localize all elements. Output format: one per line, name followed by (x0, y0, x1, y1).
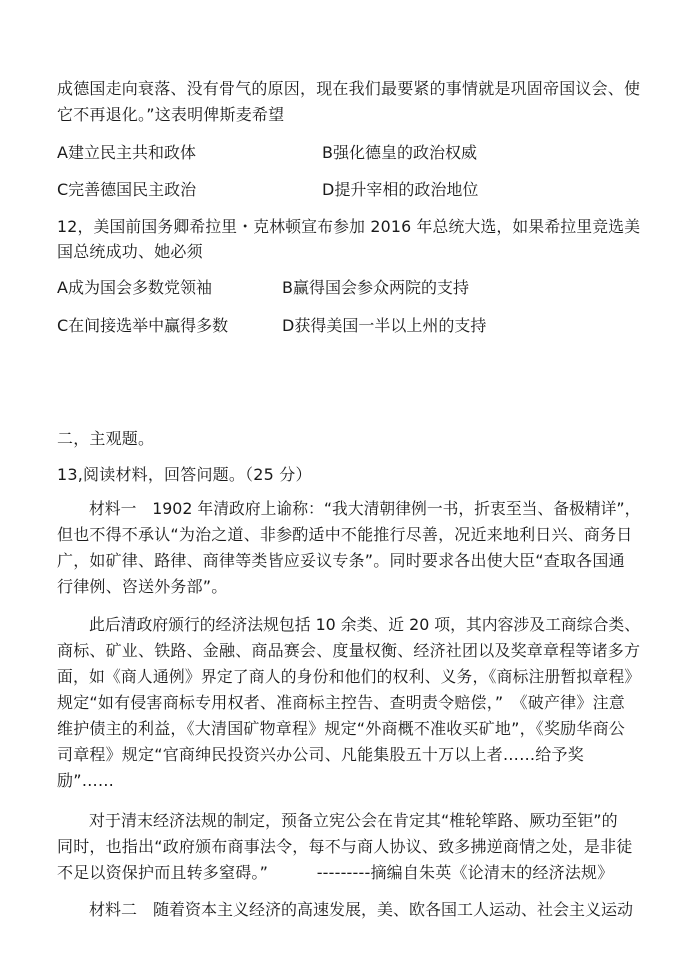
q11-option-d: D提升宰相的政治地位 (322, 180, 479, 199)
q13-paragraph-2-line-5: 维护债主的利益，《大清国矿物章程》规定“外商概不准收买矿地”，《奖励华商公 (57, 719, 625, 738)
q11-option-b: B强化德皇的政治权威 (322, 143, 477, 162)
q11-stem-line-2: 它不再退化。”这表明俾斯麦希望 (57, 105, 285, 124)
q13-paragraph-2-line-4: 规定“如有侵害商标专用权者、准商标主控告、查明责令赔偿，” 《破产律》注意 (57, 693, 625, 712)
q12-option-b: B赢得国会参众两院的支持 (282, 278, 469, 297)
q13-paragraph-2-line-2: 商标、矿业、铁路、金融、商品赛会、度量权衡、经济社团以及奖章章程等诸多方 (57, 641, 641, 660)
q12-option-d: D获得美国一半以上州的支持 (282, 316, 487, 335)
q13-material-1-line-3: 广，如矿律、路律、商律等类皆应妥议专条”。同时要求各出使大臣“查取各国通 (57, 551, 625, 570)
q13-material-2-line-1: 材料二 随着资本主义经济的高速发展，美、欧各国工人运动、社会主义运动 (89, 900, 634, 919)
q11-stem-line-1: 成德国走向衰落、没有骨气的原因，现在我们最要紧的事情就是巩固帝国议会、使 (57, 79, 641, 98)
q13-paragraph-3-line-3: 不足以资保护而且转多窒碍。” ---------摘编自朱英《论清末的经济法规》 (57, 863, 614, 882)
q11-option-c: C完善德国民主政治 (57, 180, 197, 199)
q13-paragraph-2-line-6: 司章程》规定“官商绅民投资兴办公司、凡能集股五十万以上者……给予奖 (57, 745, 584, 764)
q13-material-1-line-2: 但也不得不承认“为治之道、非参酌适中不能推行尽善，况近来地利日兴、商务日 (57, 525, 633, 544)
q13-paragraph-2-line-1: 此后清政府颁行的经济法规包括 10 余类、近 20 项，其内容涉及工商综合类、 (89, 615, 641, 634)
q13-paragraph-2-line-3: 面，如《商人通例》界定了商人的身份和他们的权利、义务，《商标注册暂拟章程》 (57, 667, 641, 686)
q13-title: 13,阅读材料，回答问题。（25 分） (57, 465, 312, 484)
q13-material-1-line-1: 材料一 1902 年清政府上谕称：“我大清朝律例一书，折衷至当、备极精详”， (89, 499, 641, 518)
q13-paragraph-3-line-1: 对于清末经济法规的制定，预备立宪公会在肯定其“椎轮筚路、厥功至钜”的 (89, 811, 618, 830)
q12-stem-line-2: 国总统成功、她必须 (57, 242, 203, 261)
q12-stem-line-1: 12，美国前国务卿希拉里・克林顿宣布参加 2016 年总统大选，如果希拉里竞选美 (57, 217, 641, 236)
q13-paragraph-2-line-7: 励”…… (57, 771, 115, 790)
section-2-heading: 二，主观题。 (57, 429, 155, 448)
q12-option-a: A成为国会多数党领袖 (57, 278, 212, 297)
q11-option-a: A建立民主共和政体 (57, 143, 196, 162)
q12-option-c: C在间接选举中赢得多数 (57, 316, 229, 335)
q13-material-1-line-4: 行律例、咨送外务部”。 (57, 577, 228, 596)
q13-paragraph-3-line-2: 同时，也指出“政府颁布商事法令，每不与商人协议、致多拂逆商情之处，是非徒 (57, 837, 633, 856)
